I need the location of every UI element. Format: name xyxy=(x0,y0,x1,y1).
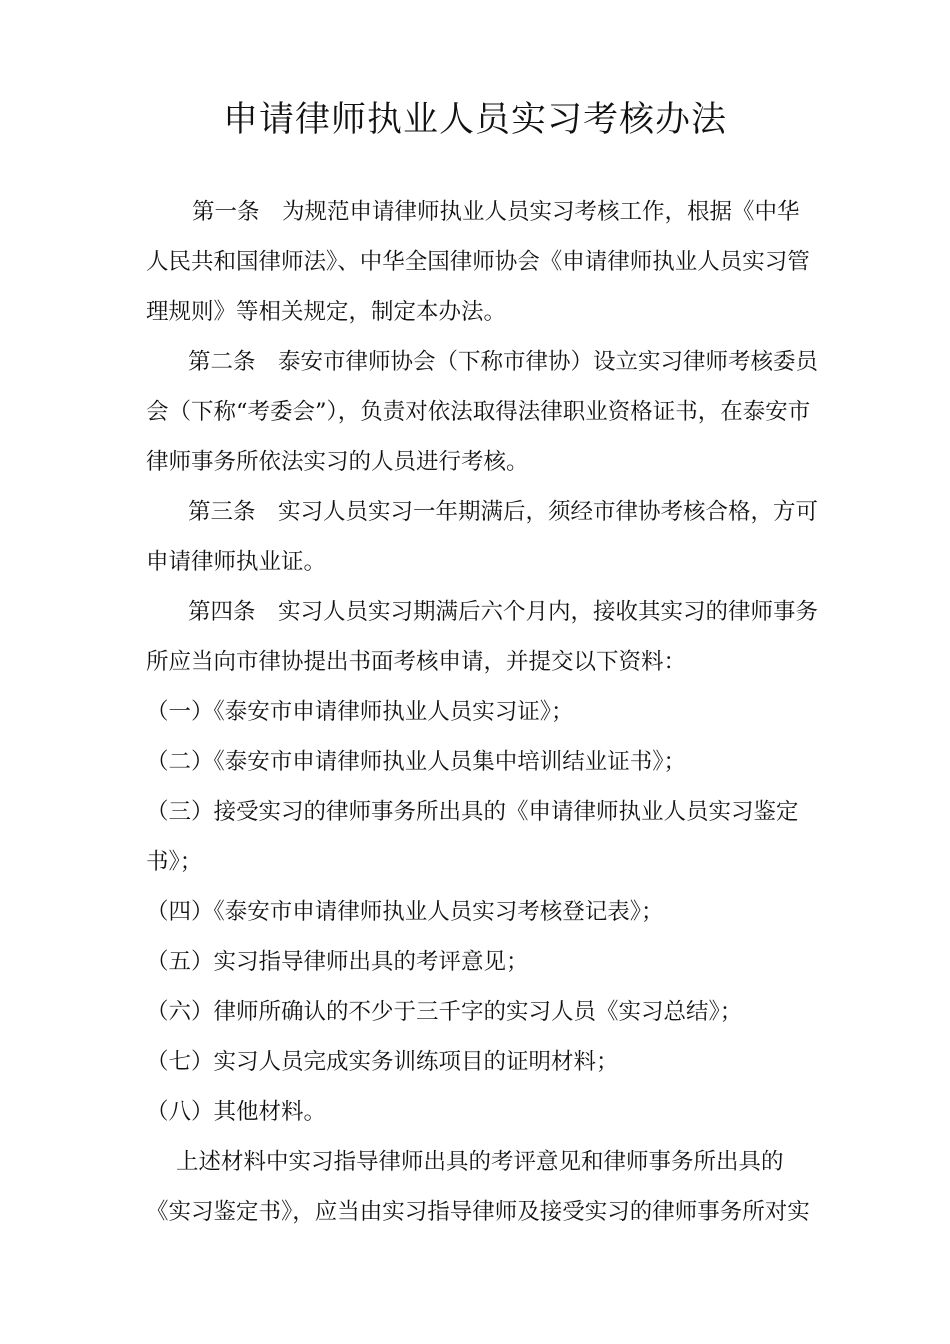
closing-paragraph-line-2: 《实习鉴定书》，应当由实习指导律师及接受实习的律师事务所对实 xyxy=(146,1199,810,1225)
list-item-3-line-2: 书》； xyxy=(146,849,203,875)
list-item-3-line-1: （三）接受实习的律师事务所出具的《申请律师执业人员实习鉴定 xyxy=(146,799,799,825)
list-item-4: （四）《泰安市申请律师执业人员实习考核登记表》； xyxy=(146,899,664,925)
article-4-line-1: 第四条 实习人员实习期满后六个月内，接收其实习的律师事务 xyxy=(188,599,819,625)
article-2-line-1: 第二条 泰安市律师协会（下称市律协）设立实习律师考核委员 xyxy=(188,349,819,375)
article-2-line-3: 律师事务所依法实习的人员进行考核。 xyxy=(146,449,529,475)
closing-paragraph-line-1: 上述材料中实习指导律师出具的考评意见和律师事务所出具的 xyxy=(176,1149,784,1175)
document-title: 申请律师执业人员实习考核办法 xyxy=(222,100,727,140)
article-1-line-1: 第一条 为规范申请律师执业人员实习考核工作，根据《中华 xyxy=(192,199,800,225)
article-2-line-2: 会（下称“考委会”），负责对依法取得法律职业资格证书，在泰安市 xyxy=(146,399,811,425)
list-item-1: （一）《泰安市申请律师执业人员实习证》； xyxy=(146,699,574,725)
list-item-2: （二）《泰安市申请律师执业人员集中培训结业证书》； xyxy=(146,749,687,775)
article-1-line-3: 理规则》等相关规定，制定本办法。 xyxy=(146,299,507,325)
list-item-5: （五）实习指导律师出具的考评意见； xyxy=(146,949,529,975)
article-3-line-1: 第三条 实习人员实习一年期满后，须经市律协考核合格，方可 xyxy=(188,499,819,525)
article-3-line-2: 申请律师执业证。 xyxy=(146,549,327,575)
article-1-line-2: 人民共和国律师法》、中华全国律师协会《申请律师执业人员实习管 xyxy=(146,249,810,275)
list-item-8: （八）其他材料。 xyxy=(146,1099,327,1125)
list-item-7: （七）实习人员完成实务训练项目的证明材料； xyxy=(146,1049,619,1075)
article-4-line-2: 所应当向市律协提出书面考核申请，并提交以下资料： xyxy=(146,649,687,675)
list-item-6: （六）律师所确认的不少于三千字的实习人员《实习总结》； xyxy=(146,999,743,1025)
